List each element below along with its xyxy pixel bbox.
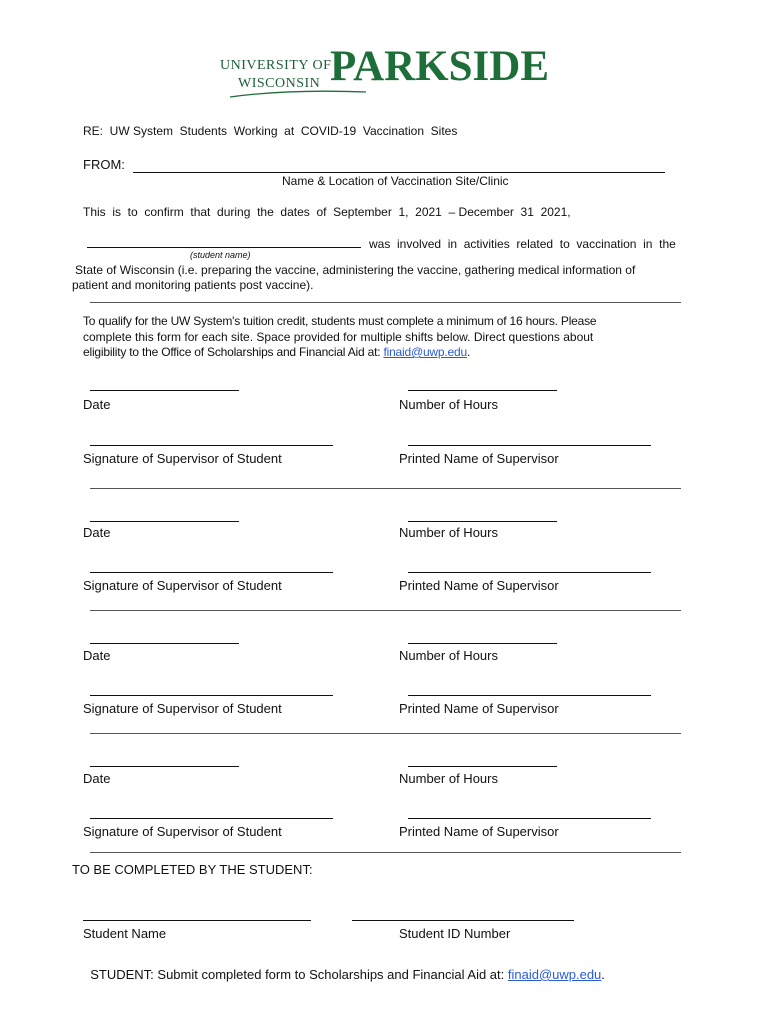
involved-text: was involved in activities related to vaccination in the (369, 237, 676, 251)
signature-label: Signature of Supervisor of Student (83, 451, 282, 466)
statement-line-1: State of Wisconsin (i.e. preparing the vaccine, administering the vaccine, gathering medical information of (75, 263, 636, 277)
qualify-period: . (466, 345, 471, 359)
qualify-line-3-text: eligibility to the Office of Scholarships and Financial Aid at: (83, 345, 384, 359)
hours-label: Number of Hours (399, 648, 498, 663)
supervisor-name-field[interactable] (408, 445, 651, 446)
university-logo (220, 43, 550, 100)
printed-name-label: Printed Name of Supervisor (399, 578, 559, 593)
hours-field[interactable] (408, 521, 557, 522)
from-label: FROM: (83, 157, 125, 172)
signature-label: Signature of Supervisor of Student (83, 578, 282, 593)
logo-parkside: PARKSIDE (330, 43, 550, 90)
supervisor-name-field[interactable] (408, 572, 651, 573)
qualify-line-3 (83, 345, 470, 359)
supervisor-name-field[interactable] (408, 695, 651, 696)
supervisor-signature-field[interactable] (90, 572, 333, 573)
student-id-label: Student ID Number (399, 926, 511, 941)
date-label: Date (83, 397, 111, 412)
confirm-text: This is to confirm that during the dates of September 1, 2021 – December 31 2021, (83, 205, 571, 219)
hours-label: Number of Hours (399, 397, 498, 412)
from-field[interactable] (133, 172, 665, 173)
supervisor-name-field[interactable] (408, 818, 651, 819)
submit-text: STUDENT: Submit completed form to Scholarships and Financial Aid at: (90, 967, 508, 982)
supervisor-signature-field[interactable] (90, 445, 333, 446)
student-name-label: Student Name (83, 926, 167, 941)
printed-name-label: Printed Name of Supervisor (399, 451, 559, 466)
hours-label: Number of Hours (399, 771, 498, 786)
divider (90, 852, 681, 853)
date-field[interactable] (90, 521, 239, 522)
student-id-input[interactable] (352, 920, 574, 921)
signature-label: Signature of Supervisor of Student (83, 701, 282, 716)
from-caption: Name & Location of Vaccination Site/Clinic (282, 174, 509, 188)
hours-label: Number of Hours (399, 525, 498, 540)
logo-line-university: UNIVERSITY OF (220, 58, 332, 73)
date-field[interactable] (90, 643, 239, 644)
qualify-line-2: complete this form for each site. Space provided for multiple shifts below. Direct questions about (83, 330, 594, 344)
date-label: Date (83, 648, 111, 663)
divider (90, 302, 681, 303)
signature-label: Signature of Supervisor of Student (83, 824, 282, 839)
divider (90, 488, 681, 489)
student-name-field[interactable] (87, 247, 361, 248)
re-line: RE: UW System Students Working at COVID-19 Vaccination Sites (83, 124, 458, 138)
printed-name-label: Printed Name of Supervisor (399, 701, 559, 716)
finaid-email-link[interactable]: finaid@uwp.edu (383, 345, 467, 359)
submit-email-link[interactable]: finaid@uwp.edu (507, 967, 602, 982)
date-field[interactable] (90, 390, 239, 391)
hours-field[interactable] (408, 643, 557, 644)
supervisor-signature-field[interactable] (90, 695, 333, 696)
student-section-title: TO BE COMPLETED BY THE STUDENT: (72, 862, 313, 877)
hours-field[interactable] (408, 390, 557, 391)
logo-line-wisconsin: WISCONSIN (238, 76, 321, 91)
printed-name-label: Printed Name of Supervisor (399, 824, 559, 839)
qualify-line-1: To qualify for the UW System's tuition credit, students must complete a minimum of 16 hours. Please (83, 314, 597, 328)
student-name-caption: (student name) (190, 250, 251, 260)
statement-line-2: patient and monitoring patients post vaccine). (72, 278, 314, 292)
student-name-input[interactable] (83, 920, 311, 921)
submit-instructions (83, 952, 605, 982)
divider (90, 610, 681, 611)
divider (90, 733, 681, 734)
date-field[interactable] (90, 766, 239, 767)
date-label: Date (83, 771, 111, 786)
submit-period: . (601, 967, 605, 982)
supervisor-signature-field[interactable] (90, 818, 333, 819)
date-label: Date (83, 525, 111, 540)
hours-field[interactable] (408, 766, 557, 767)
